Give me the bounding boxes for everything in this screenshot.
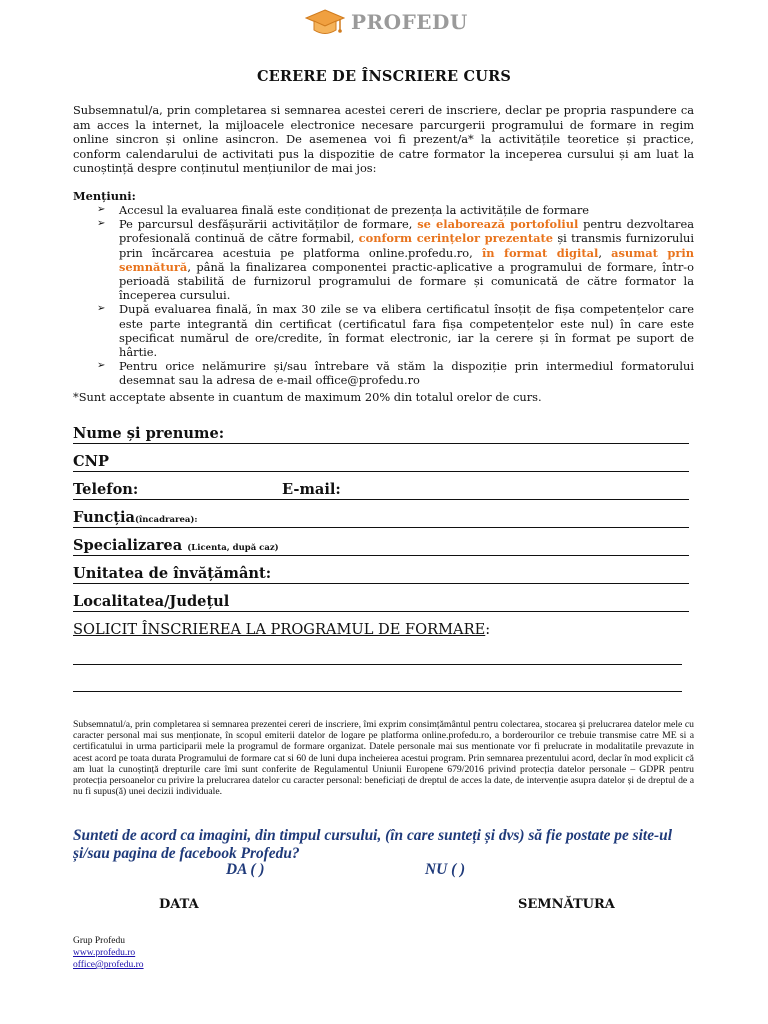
profedu-logo — [305, 6, 468, 40]
phone-label: Telefon: — [73, 481, 139, 498]
option-yes[interactable]: DA ( ) — [226, 861, 265, 878]
school-field[interactable] — [73, 566, 689, 584]
specialization-hint: (Licenta, după caz) — [187, 543, 279, 553]
absence-note: *Sunt acceptate absente in cuantum de maximum 20% din totalul orelor de curs. — [73, 390, 542, 404]
list-item: ➢ Pe parcursul desfășurării activităților de formare, se elaborează portofoliul pentru dezvoltarea profesională continuă de către formabil, conform cerințelor prezentate și transmis furnizorului prin încărcarea acestuia pe platforma online.profedu.ro, în format digital, asumat prin semnătură, până la finalizarea componentei practic-aplicative a programului de formare, într-o perioadă stabilită de furnizorul programului de formare și comunicată de către formator la începerea cursului. — [97, 217, 694, 303]
option-no[interactable]: NU ( ) — [425, 861, 466, 878]
name-field[interactable] — [73, 426, 689, 444]
document-title: CERERE DE ÎNSCRIERE CURS — [256, 68, 512, 85]
highlight-digital: în format digital — [481, 245, 599, 260]
function-field[interactable] — [73, 510, 689, 528]
specialization-label: Specializarea — [73, 537, 183, 554]
list-item: ➢ După evaluarea finală, în max 30 zile se va elibera certificatul însoțit de fișa competențelor care este parte integrantă din certificat (certificatul fara fișa competențelor este nul) în care este specificat numărul de ore/credite, în format electronic, iar la cerere și în format pe suport de hârtie. — [97, 302, 694, 360]
cnp-label: CNP — [73, 453, 109, 470]
program-line-1[interactable] — [73, 663, 682, 665]
intro-paragraph: Subsemnatul/a, prin completarea si semnarea acestei cereri de inscriere, declar pe propria raspundere ca am acces la internet, la mijloacele electronice necesare parcurgerii programului de formare in regim online sincron și online asincron. De asemenea voi fi prezent/a* la activitățile teoretice și practice, conform calendarului de activitati pus la dispozitie de catre formator la inceperea cursului și am luat la cunoștință despre conținutul mențiunilor de mai jos: — [73, 103, 694, 176]
specialization-field[interactable] — [73, 538, 689, 556]
list-item: ➢ Pentru orice nelămurire și/sau întrebare vă stăm la dispoziție prin intermediul formatorului desemnat sau la adresa de e-mail office@profedu.ro — [97, 359, 694, 388]
locality-label: Localitatea/Județul — [73, 593, 230, 610]
arrow-bullet-icon: ➢ — [97, 303, 106, 315]
cnp-field[interactable] — [73, 454, 689, 472]
arrow-bullet-icon: ➢ — [97, 204, 106, 215]
date-label: DATA — [159, 897, 199, 912]
gdpr-consent-paragraph: Subsemnatul/a, prin completarea si semnarea prezentei cereri de inscriere, îmi exprim consimțământul pentru colectarea, stocarea și prelucrarea datelor mele cu caracter personal mai sus menționate, în scopul emiterii datelor de logare pe platforma online.profedu.ro, a borderourilor ce trebuie transmise catre ME si a certificatului in urma participarii mele la programul de formare organizat. Datele personale mai sus mentionate vor fi prelucrate in modalitatile prevazute in acest acord pe toata durata Programului de formare cat si 60 de luni dupa incheierea acestui program. Prin semnarea prezentului acord, declar în mod explicit că am luat la cunoștință drepturile care îmi sunt conferite de Regulamentul Uniunii Europene 679/2016 privind protecția datelor personale – GDPR pentru protecția persoanelor cu privire la prelucrarea datelor cu caracter personal: beneficiați de dreptul de acces la date, de intervenție asupra datelor și de dreptul de a nu fi supus(ă) unei decizii individuale. — [73, 719, 694, 798]
email-label: E-mail: — [282, 481, 341, 498]
highlight-requirements: conform cerințelor prezentate — [358, 231, 553, 246]
list-item: ➢ Accesul la evaluarea finală este condiționat de prezența la activitățile de formare — [97, 203, 590, 217]
function-hint: (încadrarea): — [134, 515, 198, 525]
arrow-bullet-icon: ➢ — [97, 360, 106, 372]
enrollment-request: SOLICIT ÎNSCRIEREA LA PROGRAMUL DE FORMARE: — [73, 621, 491, 638]
mentions-list — [73, 203, 694, 388]
function-label: Funcția — [73, 509, 135, 526]
name-label: Nume și prenume: — [73, 425, 225, 442]
email-link[interactable]: office@profedu.ro — [73, 960, 144, 970]
highlight-signature: asumat prin semnătură — [119, 245, 694, 274]
locality-field[interactable] — [73, 594, 689, 612]
photo-consent-question: Sunteti de acord ca imagini, din timpul cursului, (în care sunteți și dvs) să fie postate pe site-ul și/sau pagina de facebook Profedu? — [73, 827, 672, 862]
phone-email-field[interactable] — [73, 482, 689, 500]
school-label: Unitatea de învățământ: — [73, 565, 272, 582]
website-link[interactable]: www.profedu.ro — [73, 948, 136, 958]
mentions-heading: Mențiuni: — [73, 189, 136, 203]
footer — [73, 935, 144, 971]
program-line-2[interactable] — [73, 690, 682, 692]
phone-underline — [138, 499, 279, 500]
company-name: Grup Profedu — [73, 936, 125, 946]
graduation-cap-icon — [305, 6, 345, 40]
arrow-bullet-icon: ➢ — [97, 218, 106, 230]
highlight-portfolio: se elaborează portofoliul — [417, 217, 579, 232]
logo-text: PROFEDU — [351, 10, 468, 34]
signature-label: SEMNĂTURA — [518, 897, 615, 912]
